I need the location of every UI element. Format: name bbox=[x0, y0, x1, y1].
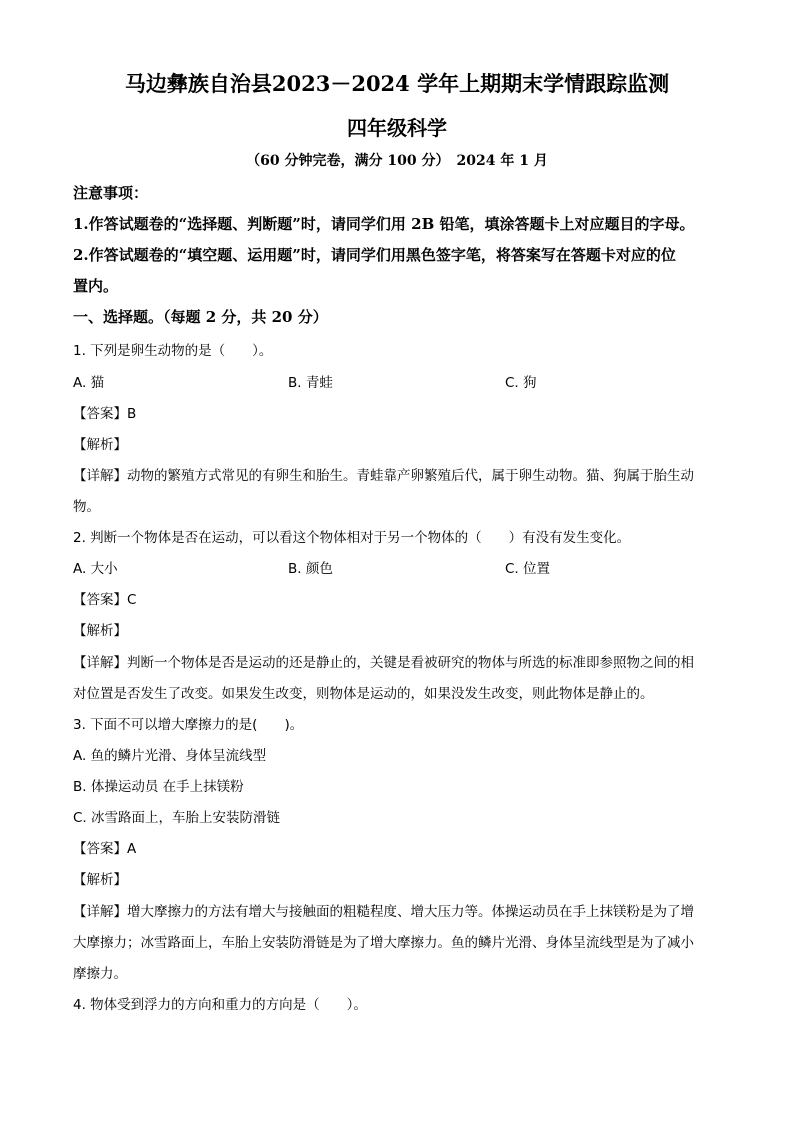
note-item-1: 1.作答试题卷的“选择题、判断题”时，请同学们用 2B 铅笔，填涂答题卡上对应题目的字母。 bbox=[73, 215, 695, 233]
q2-option-a: A. 大小 bbox=[73, 561, 118, 577]
q1-option-c: C. 狗 bbox=[505, 375, 537, 391]
q3-detail-line-1: 【详解】增大摩擦力的方法有增大与接触面的粗糙程度、增大压力等。体操运动员在手上抹镁粉是为了增 bbox=[73, 904, 694, 920]
note-item-2: 2.作答试题卷的“填空题、运用题”时，请同学们用黑色签字笔，将答案写在答题卡对应的位 bbox=[73, 246, 676, 264]
q2-answer: 【答案】C bbox=[73, 592, 137, 608]
section-heading: 一、选择题。（每题 2 分，共 20 分） bbox=[73, 308, 328, 326]
q3-detail-line-2: 大摩擦力；冰雪路面上，车胎上安装防滑链是为了增大摩擦力。鱼的鳞片光滑、身体呈流线型是为了减小 bbox=[73, 935, 694, 951]
note-item-2-cont: 置内。 bbox=[73, 277, 119, 295]
q3-option-c: C. 冰雪路面上，车胎上安装防滑链 bbox=[73, 810, 281, 826]
q1-detail-line-1: 【详解】动物的繁殖方式常见的有卵生和胎生。青蛙靠产卵繁殖后代，属于卵生动物。猫、狗属于胎生动 bbox=[73, 468, 694, 484]
question-3-stem: 3. 下面不可以增大摩擦力的是( )。 bbox=[73, 717, 304, 733]
q1-analysis: 【解析】 bbox=[73, 437, 127, 453]
q2-option-c: C. 位置 bbox=[505, 561, 551, 577]
question-1-stem: 1. 下列是卵生动物的是（ ）。 bbox=[73, 343, 273, 359]
q1-option-b: B. 青蛙 bbox=[288, 375, 333, 391]
q2-detail-line-2: 对位置是否发生了改变。如果发生改变，则物体是运动的，如果没发生改变，则此物体是静止的。 bbox=[73, 686, 654, 702]
q3-answer: 【答案】A bbox=[73, 841, 137, 857]
exam-title: 马边彝族自治县2023－2024 学年上期期末学情跟踪监测 bbox=[124, 71, 670, 96]
q2-detail-line-1: 【详解】判断一个物体是否是运动的还是静止的，关键是看被研究的物体与所选的标准即参照物之间的相 bbox=[73, 655, 694, 671]
exam-meta: （60 分钟完卷，满分 100 分） 2024 年 1 月 bbox=[246, 153, 548, 169]
q1-detail-line-2: 物。 bbox=[73, 499, 100, 515]
notes-heading: 注意事项： bbox=[73, 184, 149, 202]
q2-option-b: B. 颜色 bbox=[288, 561, 333, 577]
q2-analysis: 【解析】 bbox=[73, 623, 127, 639]
subject-title: 四年级科学 bbox=[347, 116, 447, 140]
q3-option-b: B. 体操运动员 在手上抹镁粉 bbox=[73, 779, 244, 795]
question-4-stem: 4. 物体受到浮力的方向和重力的方向是（ ）。 bbox=[73, 997, 367, 1013]
q3-analysis: 【解析】 bbox=[73, 872, 127, 888]
q3-option-a: A. 鱼的鳞片光滑、身体呈流线型 bbox=[73, 748, 267, 764]
q1-option-a: A. 猫 bbox=[73, 375, 105, 391]
question-2-stem: 2. 判断一个物体是否在运动，可以看这个物体相对于另一个物体的（ ）有没有发生变化。 bbox=[73, 530, 631, 546]
q1-answer: 【答案】B bbox=[73, 406, 137, 422]
q3-detail-line-3: 摩擦力。 bbox=[73, 966, 127, 982]
